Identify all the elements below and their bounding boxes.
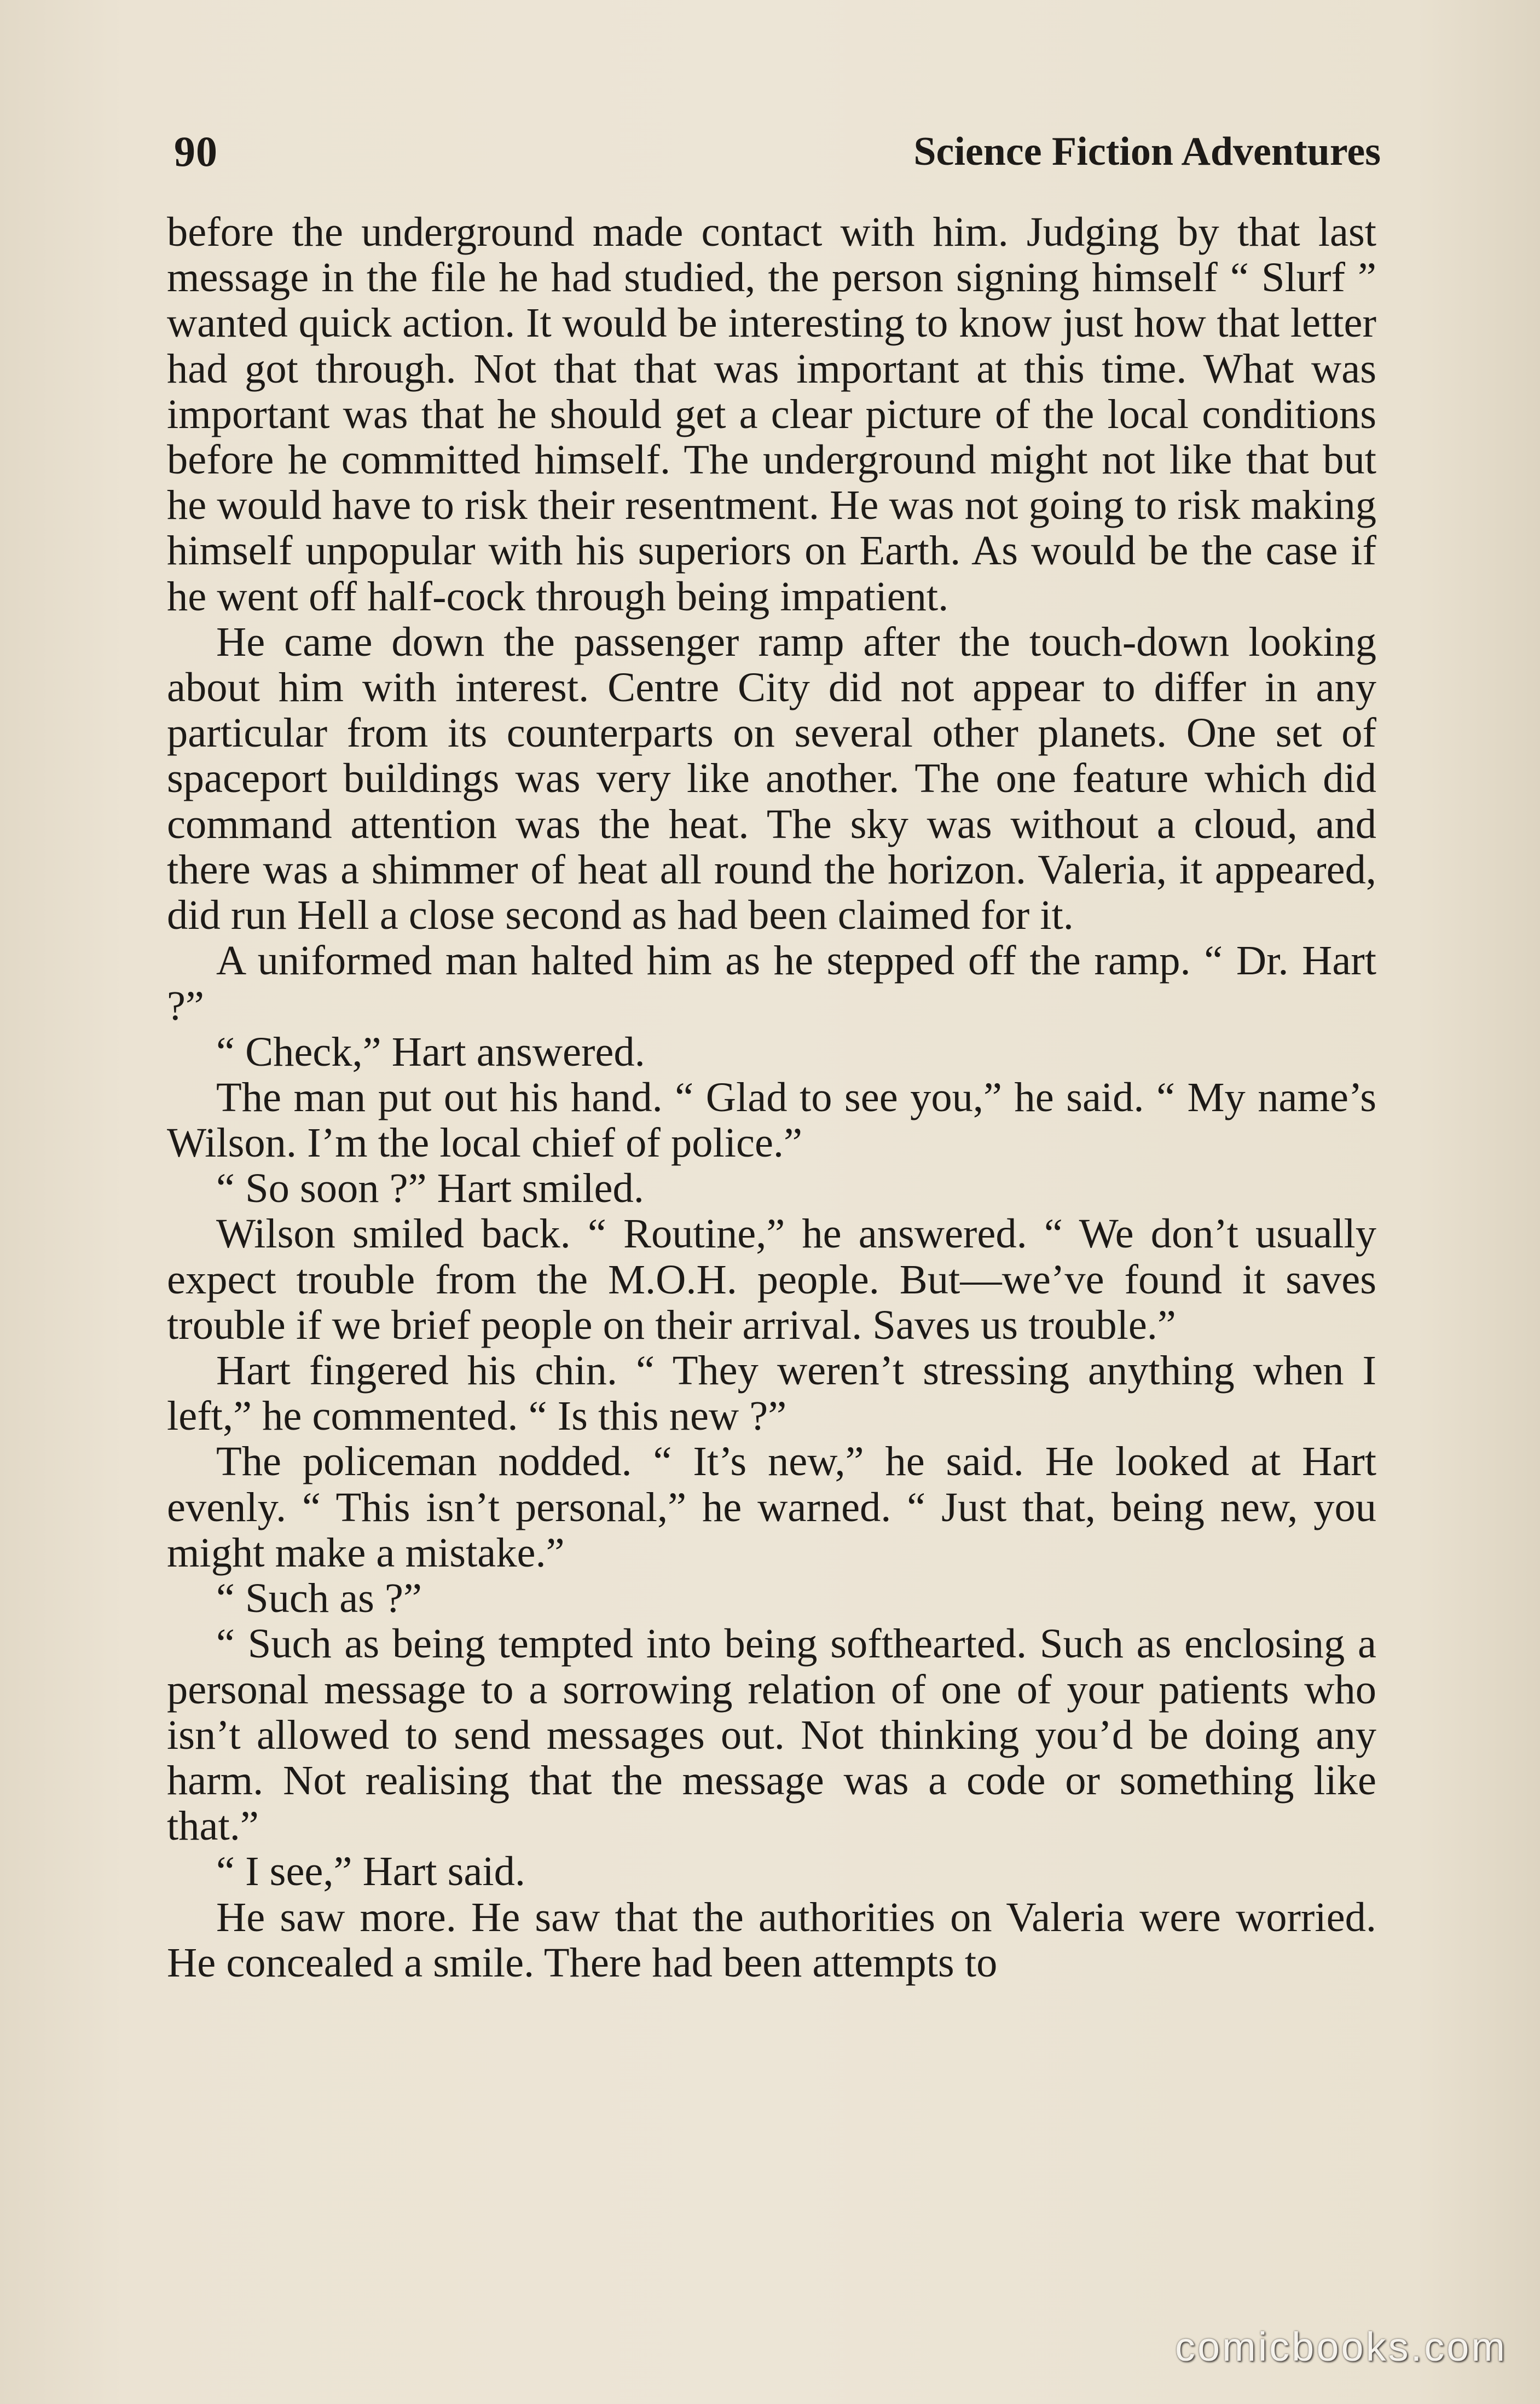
body-text: [167, 209, 1376, 1985]
paragraph: “ I see,” Hart said.: [216, 1848, 525, 1895]
paragraph: “ Such as being tempted into being softhearted. Such as enclosing a personal message to a sorrowing relation of one of your patients who isn’t allowed to send messages out. Not thinking you’d be doing any harm. Not realising that the message was a code or something like that.”: [167, 1620, 1376, 1850]
paragraph: The man put out his hand. “ Glad to see you,” he said. “ My name’s Wilson. I’m the local chief of police.”: [167, 1073, 1376, 1166]
paragraph: “ So soon ?” Hart smiled.: [216, 1165, 644, 1212]
paragraph: “ Check,” Hart answered.: [216, 1028, 645, 1075]
paragraph: He came down the passenger ramp after the touch-down looking about him with interest. Centre City did not appear to differ in any particular from its counterparts on several other planets. One set of spaceport buildings was very like another. The one feature which did command attention was the heat. The sky was without a cloud, and there was a shimmer of heat all round the horizon. Valeria, it appeared, did run Hell a close second as had been claimed for it.: [167, 618, 1376, 939]
paragraph: A uniformed man halted him as he stepped off the ramp. “ Dr. Hart ?”: [167, 937, 1376, 1030]
paragraph: before the underground made contact with him. Judging by that last message in the file he had studied, the person signing himself “ Slurf ” wanted quick action. It would be interesting to know just how that letter had got through. Not that that was important at this time. What was important was that he should get a clear picture of the local conditions before he committed himself. The underground might not like that but he would have to risk their resentment. He was not going to risk making himself unpopular with his superiors on Earth. As would be the case if he went off half-cock through being impatient.: [167, 209, 1376, 620]
page-number: 90: [174, 128, 218, 175]
running-title: Science Fiction Adventures: [913, 129, 1381, 174]
paragraph: Hart fingered his chin. “ They weren’t stressing anything when I left,” he commented. “ Is this new ?”: [167, 1347, 1376, 1440]
paragraph: He saw more. He saw that the authorities on Valeria were worried. He concealed a smile. There had been attempts to: [167, 1893, 1376, 1986]
paragraph: The policeman nodded. “ It’s new,” he said. He looked at Hart evenly. “ This isn’t personal,” he warned. “ Just that, being new, you might make a mistake.”: [167, 1438, 1376, 1576]
paragraph: “ Such as ?”: [216, 1575, 422, 1622]
running-head: [174, 122, 1381, 182]
watermark: comicbooks.com: [1174, 2324, 1507, 2370]
paragraph: Wilson smiled back. “ Routine,” he answered. “ We don’t usually expect trouble from the M.O.H. people. But—we’ve found it saves trouble if we brief people on their arrival. Saves us trouble.”: [167, 1210, 1376, 1348]
